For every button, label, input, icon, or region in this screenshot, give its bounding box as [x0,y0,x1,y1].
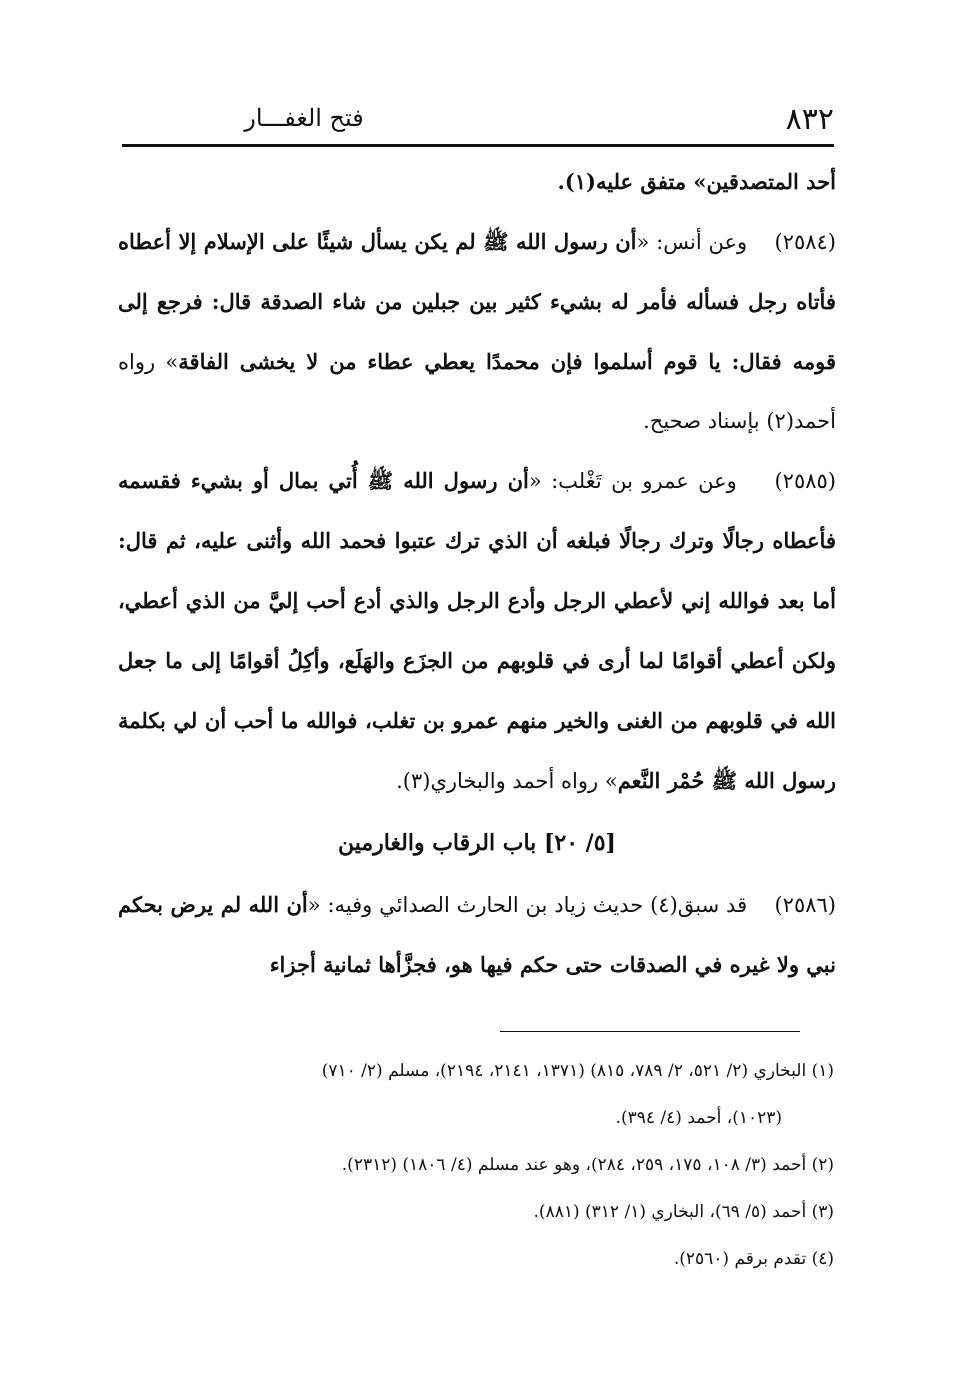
header-rule [122,144,834,147]
footnotes [122,1048,834,1283]
hadith-matn: أن رسول الله ﷺ أُتي بمال أو بشيء فقسمه فأعطاه رجالًا وترك رجالًا فبلغه أن الذي ترك عتبوا فحمد الله وأثنى عليه، ثم قال: أما بعد فوالله إني لأعطي الرجل وأدع الرجل والذي أدع أحب إليَّ من الذي أعطي، ولكن أعطي أقوامًا لما أرى في قلوبهم من الجزَع والهَلَع، وأكِلُ أقوامًا إلى ما جعل الله في قلوبهم من الغنى والخير منهم عمرو بن تغلب، فوالله ما أحب أن لي بكلمة رسول الله ﷺ حُمْر النَّعم [118,468,836,793]
hadith-source: » رواه أحمد والبخاري(٣). [396,769,618,793]
hadith-intro: قد سبق(٤) حديث زياد بن الحارث الصدائي وفيه: « [307,893,748,917]
footnote-1-continued: (١٠٢٣)، أحمد (٤/ ٣٩٤). [615,1108,782,1128]
paragraph-continuation [118,152,836,212]
footnote-3: (٣) أحمد (٥/ ٦٩)، البخاري (١/ ٣١٢) (٨٨١). [533,1202,834,1222]
hadith-intro: وعن أنس: « [636,230,748,254]
page-number: ٨٣٢ [785,102,834,137]
hadith-matn: أن رسول الله ﷺ لم يكن يسأل شيئًا على الإسلام إلا أعطاه فأتاه رجل فسأله فأمر له بشيء كثير بين جبلين من شاء الصدقة قال: فرجع إلى قومه فقال: يا قوم أسلموا فإن محمدًا يعطي عطاء من لا يخشى الفاقة [118,229,836,374]
continuation-text: أحد المتصدقين» متفق عليه(١). [557,169,836,194]
hadith-number: (٢٥٨٦) [774,893,836,917]
footnote-1: (١) البخاري (٢/ ٥٢١، ٢/ ٧٨٩، ٨١٥) (١٣٧١، ٢١٤١، ٢١٩٤)، مسلم (٢/ ٧١٠) [321,1061,834,1081]
hadith-2585 [118,451,836,811]
running-header [122,100,834,144]
hadith-2586 [118,875,836,995]
running-title: فتح الغفـــار [244,104,364,132]
section-heading: [٥/ ٢٠] باب الرقاب والغارمين [338,830,616,856]
hadith-2584 [118,212,836,451]
hadith-intro: وعن عمرو بن تَغْلب: « [528,469,737,493]
footnote-4: (٤) تقدم برقم (٢٥٦٠). [673,1249,834,1269]
main-text [118,152,836,995]
hadith-number: (٢٥٨٥) [774,469,836,493]
footnote-2: (٢) أحمد (٣/ ١٠٨، ١٧٥، ٢٥٩، ٢٨٤)، وهو عند مسلم (٤/ ١٨٠٦) (٢٣١٢). [341,1155,834,1175]
hadith-matn: أن الله لم يرض بحكم نبي ولا غيره في الصدقات حتى حكم فيها هو، فجزَّأها ثمانية أجزاء [118,892,836,977]
hadith-source: » رواه أحمد(٢) بإسناد صحيح. [118,350,836,433]
footnote-separator [500,1031,800,1032]
hadith-number: (٢٥٨٤) [774,230,836,254]
